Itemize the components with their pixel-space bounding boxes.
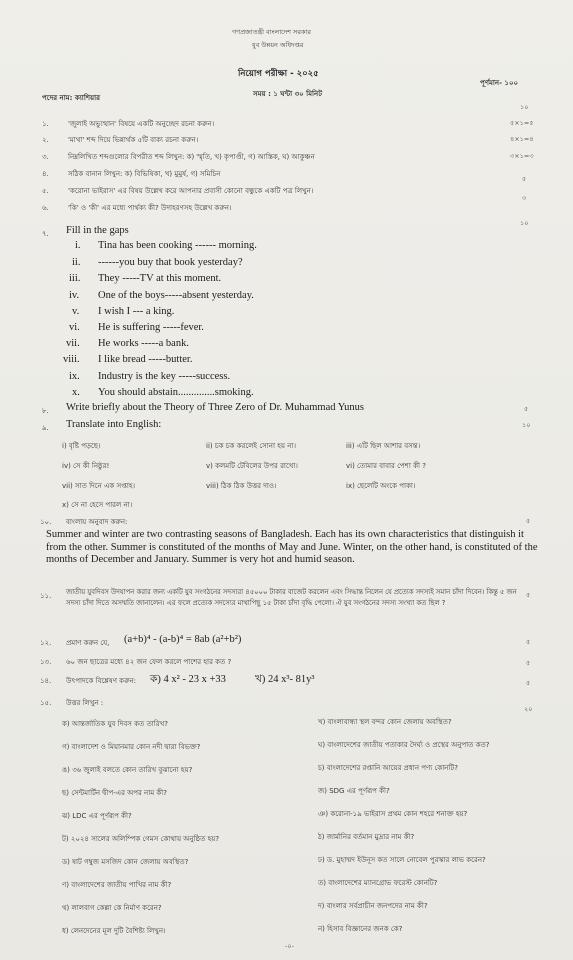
section-marks: ১০ [520,103,529,111]
formula: (a+b)⁴ - (a-b)⁴ = 8ab (a²+b²) [124,634,242,645]
question-number: ৯. [42,424,49,432]
expression-a: ক) 4 x² - 23 x +33 [150,674,226,685]
item-number: i. [75,240,81,251]
short-question: খ) বাংলাবান্ধা স্থল বন্দর কোন জেলায় অবস্থিত? [318,718,452,726]
item-text: You should abstain..............smoking. [98,387,254,398]
item-number: v. [72,306,80,317]
question-marks: ১০ [522,421,531,429]
item-text: Industry is the key -----success. [98,371,231,382]
question-title: Translate into English: [66,419,162,430]
question-number: ৪. [42,170,49,178]
short-question: ঘ) বাংলাদেশের জাতীয় পতাকার দৈর্ঘ্য ও প্রস্থের অনুপাত কত? [318,741,490,749]
expression-b: খ) 24 x³- 81y³ [255,674,315,685]
question-marks: ২০ [524,705,533,713]
question-marks: ৫ [526,679,531,687]
question-marks: ৫ [526,659,531,667]
question-title: বাংলায় অনুবাদ করুন: [66,518,128,526]
short-question: ঝ) LDC এর পূর্ণরূপ কী? [62,812,132,820]
question-marks: ৩ [522,194,527,202]
short-question: ড) ষাট গম্বুজ মসজিদ কোন জেলায় অবস্থিত? [62,858,189,866]
item-number: x. [72,387,80,398]
question-number: ১৪. [40,677,52,685]
question-text: 'কি' ও 'কী' এর মধ্যে পার্থক্য কী? উদাহরণসহ উল্লেখ করুন। [68,204,232,212]
short-question: ঢ) ড. মুহাম্মদ ইউনূস কত সালে নোবেল পুরস্কার লাভ করেন? [318,856,486,864]
exam-title: নিয়োগ পরীক্ষা - ২০২৫ [238,69,319,79]
question-number: ১১. [40,592,52,600]
short-question: থ) লালবাগ কেল্লা কে নির্মাণ করেন? [62,904,162,912]
question-text: 'জুলাই অভ্যুত্থান' বিষয়ে একটি অনুচ্ছেদ রচনা করুন। [68,120,215,128]
question-marks: ৫ [526,591,531,599]
translate-item: viii) ঠিক ঠিক উত্তর দাও। [206,482,277,490]
short-question: ণ) বাংলাদেশের জাতীয় পাখির নাম কী? [62,881,172,889]
question-marks: ৫ [522,175,527,183]
question-marks: ৪×১=৪ [510,135,534,143]
item-number: ix. [69,371,80,382]
short-question: দ) বাংলার সর্বপ্রাচীন জনপদের নাম কী? [318,902,428,910]
short-question: ঙ) ৩৬ জুলাই বলতে কোন তারিখ বুঝানো হয়? [62,766,193,774]
question-marks: ১০ [520,219,529,227]
question-number: ৩. [42,153,49,161]
short-question: জ) SDG এর পূর্ণরূপ কী? [318,787,390,795]
question-marks: ৫ [526,638,531,646]
short-question: ঞ) করোনা-১৯ ভাইরাস প্রথম কোন শহরে শনাক্ত হয়? [318,810,468,818]
question-number: ১৫. [40,699,52,707]
item-number: vi. [69,322,80,333]
translate-item: i) বৃষ্টি পড়ছে। [62,442,101,450]
post-name: পদের নাম: ক্যাশিয়ার [42,94,100,102]
question-text: সঠিক বানান লিখুন: ক) বিভিষিকা, খ) মুমুর্ষ, গ) সমিচিন [68,170,221,178]
question-label: উৎপাদকে বিশ্লেষণ করুন: [66,677,136,685]
item-number: iii. [69,273,81,284]
question-number: ১. [42,120,49,128]
item-text: I like bread -----butter. [98,354,193,365]
question-text: জাতীয় যুবদিবস উদযাপন করার জন্য একটি যুব সংগঠনের সদস্যরা ৪৫০০০ টাকার বাজেট করলেন এবং সিদ্ধান্ত নিলেন যে প্রত্যেক সদস্যই সমান চাঁদা দিবেন। কিন্তু ৫ জন সদস্য চাঁদা দিতে অসম্মতি জানালেন। এর ফলে প্রত্যেক সদস্যের মাথাপিছু ১৫ টাকা চাঁদা বৃদ্ধি পেলো। ঐ যুব সংগঠনের সদস্য সংখ্যা কত ছিল ? [66,588,517,607]
translate-item: iii) এটি ছিল আশার বসন্ত। [346,442,421,450]
translation-passage: Summer and winter are two contrasting seasons of Bangladesh. Each has its own characteristics that distinguish it from the other. Summer is constituted of the months of May and June. Winter, on the other hand, is constituted of the months of December and January. Summer is very hot and humid season. [46,529,538,565]
question-label: প্রমাণ করুন যে, [66,639,110,647]
short-question: ক) আন্তর্জাতিক যুব দিবস কত তারিখ? [62,720,168,728]
short-question: চ) বাংলাদেশের রপ্তানি আয়ের প্রধান পণ্য কোনটি? [318,764,458,772]
short-question: ট) ২০২৪ সালের অলিম্পিক গেমস কোথায় অনুষ্ঠিত হয়? [62,835,220,843]
question-text: 'মাথা' শব্দ দিয়ে ভিন্নার্থক ৫টি বাক্য রচনা করুন। [68,136,199,144]
short-question: ছ) সেন্টমার্টিন দ্বীপ-এর অপর নাম কী? [62,789,167,797]
question-text: Write briefly about the Theory of Three Zero of Dr. Muhammad Yunus [66,402,364,413]
translate-item: v) কলমটি টেবিলের উপর রাখো। [206,462,298,470]
short-question: ন) হিসাব বিজ্ঞানের জনক কে? [318,925,403,933]
translate-item: vii) সাত দিনে এক সপ্তাহ। [62,482,136,490]
item-text: They -----TV at this moment. [98,273,222,284]
page-number: -০- [285,942,294,950]
question-number: ১৩. [40,658,52,666]
question-text: ৬০ জন ছাত্রের মধ্যে ৪২ জন ফেল করলে পাশের হার কত ? [66,658,232,666]
item-text: He is suffering -----fever. [98,322,204,333]
translate-item: x) সে না হেসে পারল না। [62,501,133,509]
question-marks: ৫×১=৫ [510,119,534,127]
item-text: Tina has been cooking ------ morning. [98,240,257,251]
item-text: ------you buy that book yesterday? [98,257,243,268]
question-number: ২. [42,136,49,144]
short-question: গ) বাংলাদেশ ও মিয়ানমার কোন নদী দ্বারা বিভক্ত? [62,743,201,751]
question-marks: ৫ [524,405,529,413]
question-title: উত্তর লিখুন : [66,699,104,707]
translate-item: vi) তোমার বাবার পেশা কী ? [346,462,426,470]
government-name: গণপ্রজাতন্ত্রী বাংলাদেশ সরকার [232,28,311,36]
question-marks: ৫ [526,517,531,525]
translate-item: ii) চক চক করলেই সোনা হয় না। [206,442,296,450]
question-number: ৫. [42,187,49,195]
item-number: viii. [63,354,80,365]
question-text: 'করোনা ভাইরাস' এর বিষয় উল্লেখ করে আপনার প্রবাসী কোনো বন্ধুকে একটি পত্র লিখুন। [68,187,314,195]
question-number: ৬. [42,204,49,212]
exam-time: সময় : ১ ঘন্টা ৩০ মিনিট [253,90,323,98]
item-text: One of the boys-----absent yesterday. [98,290,254,301]
short-question: ধ) লেনদেনের মূল দুটি বৈশিষ্ট্য লিখুন। [62,927,166,935]
short-question: ঠ) জার্মানির বর্তমান মুদ্রার নাম কী? [318,833,415,841]
full-marks: পূর্ণমান- ১০০ [480,79,519,87]
item-text: I wish I --- a king. [98,306,175,317]
item-text: He works -----a bank. [98,338,189,349]
question-number: ১০. [40,518,52,526]
question-number: ১২. [40,639,52,647]
question-title: Fill in the gaps [66,225,129,236]
short-question: ত) বাংলাদেশের ম্যানগ্রোভ ফরেস্ট কোনটি? [318,879,438,887]
item-number: vii. [66,338,80,349]
question-number: ৭. [42,230,49,238]
item-number: iv. [69,290,80,301]
item-number: ii. [72,257,81,268]
translate-item: iv) সে কী নিষ্ঠুর! [62,462,110,470]
question-marks: ৩×১=৩ [510,152,534,160]
question-number: ৮. [42,407,49,415]
translate-item: ix) ছেলেটি অংকে পাকা। [346,482,416,490]
question-text: নিম্নলিখিত শব্দগুলোর বিপরীত শব্দ লিখুন: ক) স্মৃতি, খ) কৃপাণ্ডী, গ) আস্তিক, ঘ) আকুঞ্চন [68,153,315,161]
department-name: যুব উন্নয়ন অধিদপ্তর [252,41,304,49]
